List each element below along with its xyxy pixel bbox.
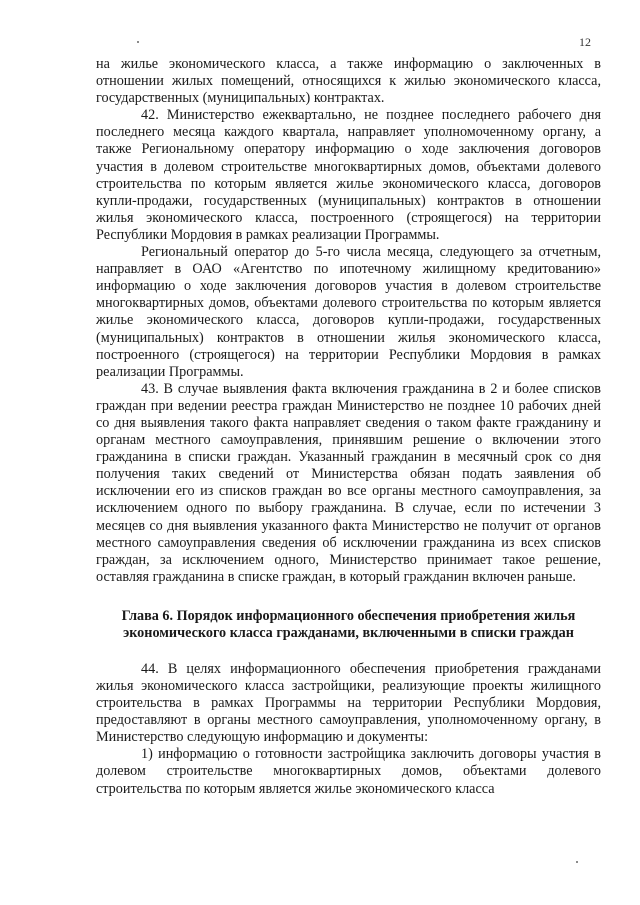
paragraph-44-item-1: 1) информацию о готовности застройщика заключить договоры участия в долевом строительстве многоквартирных домов, объектами долевого строительства по которым является жилье экономического класса <box>96 746 601 797</box>
paragraph-42: 42. Министерство ежеквартально, не позднее последнего рабочего дня последнего месяца каждого квартала, направляет уполномоченному органу, а также Региональному оператору информацию о ходе заключения договоров участия в долевом строительстве многоквартирных домов, объектами долевого строительства по которым является жилье экономического класса, договоров купли-продажи, государственных (муниципальных) контрактов в отношении жилья экономического класса, построенного (строящегося) на территории Республики Мордовия в рамках реализации Программы. <box>96 107 601 243</box>
paragraph-continued: на жилье экономического класса, а также информацию о заключенных в отношении жилых помещений, относящихся к жилью экономического класса, государственных (муниципальных) контрактах. <box>96 56 601 107</box>
paragraph-regional-operator: Региональный оператор до 5-го числа месяца, следующего за отчетным, направляет в ОАО «Агентство по ипотечному жилищному кредитованию» информацию о ходе заключения договоров участия в долевом строительстве многоквартирных домов, объектами долевого строительства по которым является жилье экономического класса, договоров купли-продажи, государственных (муниципальных) контрактов в отношении жилья экономического класса, построенного (строящегося) на территории Республики Мордовия в рамках реализации Программы. <box>96 244 601 380</box>
document-body <box>96 56 601 798</box>
paragraph-43: 43. В случае выявления факта включения гражданина в 2 и более списков граждан при ведении реестра граждан Министерство не позднее 10 рабочих дней со дня выявления такого факта направляет сведения о таком факте гражданину и органам местного самоуправления, принявшим решение о включении этого гражданина в списки граждан. Указанный гражданин в месячный срок со дня получения таких сведений от Министерства обязан подать заявления об исключении его из списков граждан во все органы местного самоуправления, за исключением одного по выбору гражданина. В случае, если по истечении 3 месяцев со дня выявления указанного факта Министерство не получит от органов местного самоуправления сведения об исключении гражданина из всех списков граждан, за исключением одного, Министерство принимает такое решение, оставляя гражданина в списке граждан, в который гражданин включен раньше. <box>96 380 601 585</box>
scan-speck <box>576 861 578 863</box>
page-number: 12 <box>579 35 591 49</box>
paragraph-44: 44. В целях информационного обеспечения приобретения гражданами жилья экономического класса застройщики, реализующие проекты жилищного строительства в рамках Программы на территории Республики Мордовия, предоставляют в органы местного самоуправления, уполномоченному органу, в Министерство следующую информацию и документы: <box>96 660 601 746</box>
scan-speck <box>137 41 139 43</box>
chapter-6-heading: Глава 6. Порядок информационного обеспечения приобретения жилья экономического класса гражданами, включенными в списки граждан <box>121 607 576 642</box>
